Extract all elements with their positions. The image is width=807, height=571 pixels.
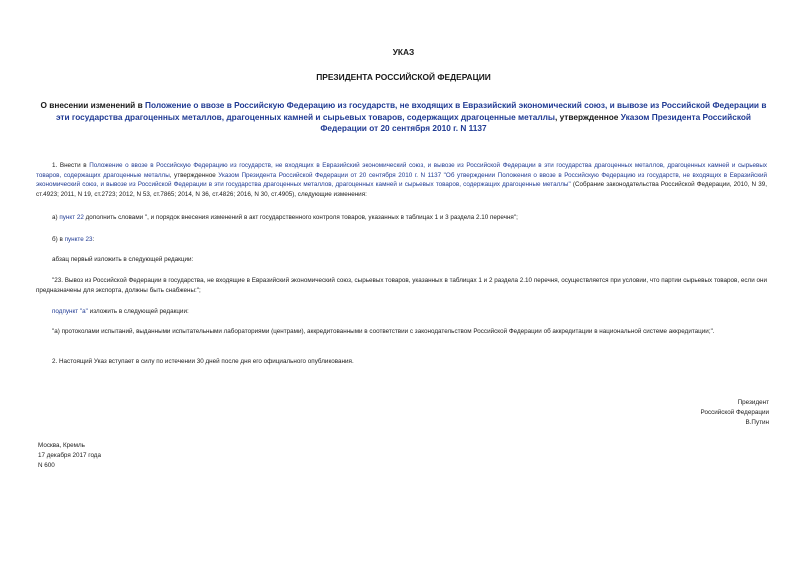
place-date-block [38, 441, 238, 470]
item-b-link[interactable]: пункте 23 [64, 236, 93, 243]
quote-23: "23. Вывоз из Российской Федерации в государства, не входящие в Евразийский экономический союз, сырьевых товаров, указанных в таблицах 1 и 2 раздела 2.10 перечня, осуществляется при условии, что партии сырьевых товаров, если они предназначены для экспорта, должны быть снабжены:"; [36, 277, 767, 294]
item-a-suffix: дополнить словами ", и порядок внесения изменений в акт государственного контроля товаров, указанных в таблицах 1 и 3 раздела 2.10 перечня"; [83, 214, 518, 221]
paragraph-1 [36, 161, 767, 199]
para1-link-decree[interactable]: Указом Президента Российской Федерации от 20 сентября 2010 г. N 1137 "Об утверждении Положения о ввозе в Российскую Федерацию из государств, не входящих в Евразийский экономический союз, и вывозе из Российской Федерации в эти государства драгоценных металлов, драгоценных камней и сырьевых товаров, содержащих драгоценные металлы" [36, 171, 767, 189]
para1-suffix: (Собрание законодательства Российской Федерации, 2010, N 39, ст.4923; 2011, N 19, ст.2723; 2012, N 53, ст.7865; 2014, N 36, ст.4826; 2016, N 30, ст.4905), следующие изменения: [36, 181, 767, 198]
podpunkt-link[interactable]: подпункт "а" [52, 308, 88, 315]
item-a-prefix: а) [52, 214, 60, 221]
podpunkt-suffix: изложить в следующей редакции: [87, 308, 189, 315]
document-title: УКАЗ [392, 47, 415, 57]
heading-prefix: О внесении изменений в [40, 100, 145, 110]
item-b-prefix: б) в [52, 236, 65, 243]
place-number: N 600 [38, 461, 55, 469]
para1-middle: , утвержденное [169, 171, 219, 179]
abzac-instruction: абзац первый изложить в следующей редакции: [52, 256, 194, 263]
place-date: 17 декабря 2017 года [38, 451, 101, 459]
item-a-link[interactable]: пункт 22 [59, 214, 84, 221]
item-b-suffix: : [92, 236, 95, 243]
item-a [36, 213, 767, 223]
place-location: Москва, Кремль [38, 442, 85, 449]
document-heading [36, 100, 771, 135]
signature-name: В.Путин [745, 418, 769, 426]
document-subtitle: ПРЕЗИДЕНТА РОССИЙСКОЙ ФЕДЕРАЦИИ [316, 72, 491, 82]
podpunkt [36, 307, 767, 317]
para1-link-regulation[interactable]: Положение о ввозе в Российскую Федерацию из государств, не входящих в Евразийский экономический союз, и вывозе из Российской Федерации в эти государства драгоценных металлов, драгоценных камней и сырьевых товаров, содержащих драгоценные металлы [36, 162, 767, 179]
heading-middle: , утвержденное [554, 111, 621, 122]
quote-a: "а) протоколами испытаний, выданными испытательными лабораториями (центрами), аккредитованными в соответствии с законодательством Российской Федерации об аккредитации в национальной системе аккредитации;". [52, 328, 715, 335]
heading-link-decree[interactable]: Указом Президента Российской Федерации от 20 сентября 2010 г. N 1137 [320, 111, 752, 134]
signature-country: Российской Федерации [700, 408, 769, 416]
paragraph-2: 2. Настоящий Указ вступает в силу по истечении 30 дней после дня его официального опубликования. [52, 358, 354, 365]
heading-link-regulation[interactable]: Положение о ввозе в Российскую Федерацию из государств, не входящих в Евразийский экономический союз, и вывозе из Российской Федерации в эти государства драгоценных металлов, драгоценных камней и сырьевых товаров, содержащих драгоценные металлы [55, 100, 767, 122]
para1-prefix: 1. Внести в [52, 162, 90, 169]
item-b [36, 235, 767, 245]
signature-title: Президент [737, 399, 769, 406]
signature-block [569, 398, 769, 427]
